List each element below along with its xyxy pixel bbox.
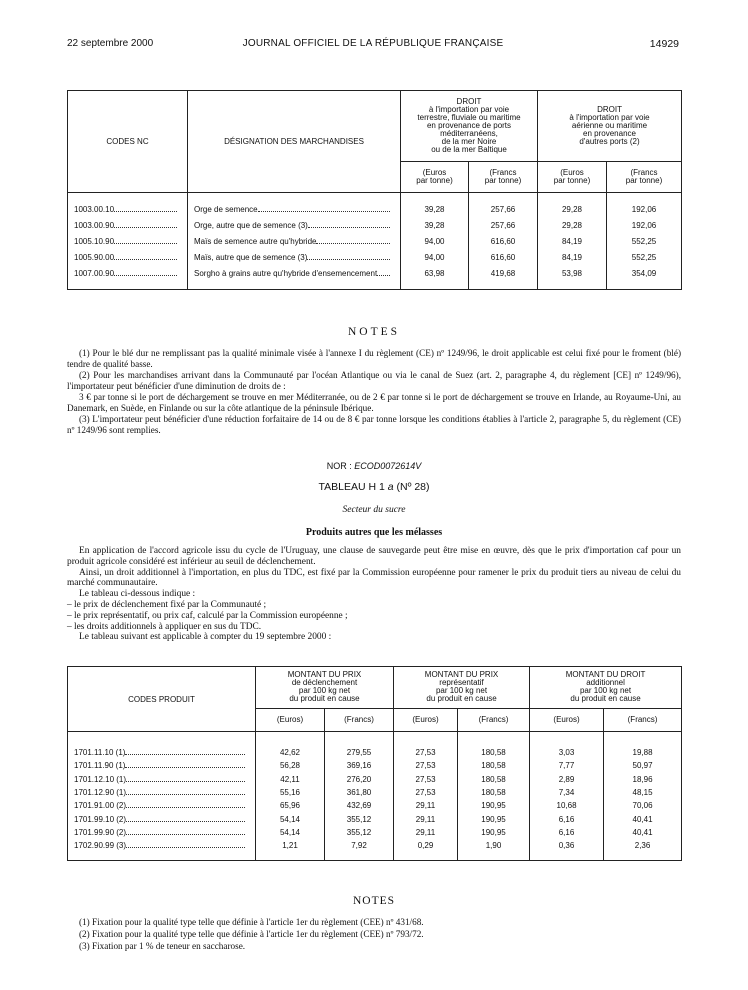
cell-value: 616,60 (469, 249, 538, 265)
body-last: Le tableau suivant est applicable à compter du 19 septembre 2000 : (79, 632, 332, 643)
cell-value: 361,80 (325, 786, 394, 799)
cell-value: 192,06 (607, 201, 682, 217)
cell-value: 180,58 (458, 759, 530, 772)
header-additional-duty: MONTANT DU DROIT additionnel par 100 kg net du produit en cause (530, 667, 682, 709)
cell-value: 354,09 (607, 265, 682, 281)
cell-code: 1701.99.90 (2) (68, 826, 256, 839)
cell-value: 3,03 (530, 746, 604, 759)
cell-value: 53,98 (538, 265, 607, 281)
header-group-mediterranean: DROIT à l'importation par voie terrestre, fluviale ou maritime en provenance de ports méditerranéens, de la mer Noire ou de la mer Baltique (401, 91, 538, 162)
cell-value: 27,53 (394, 773, 458, 786)
cell-value: 54,14 (256, 826, 325, 839)
cell-value: 2,36 (604, 839, 682, 852)
cell-code: 1702.90.99 (3) (68, 839, 256, 852)
cell-value: 180,58 (458, 773, 530, 786)
cell-designation: Orge, autre que de semence (3) (188, 217, 401, 233)
sugar-duties-table (67, 666, 682, 861)
cell-value: 6,16 (530, 826, 604, 839)
header-trigger-price: MONTANT DU PRIX de déclenchement par 100 kg net du produit en cause (256, 667, 394, 709)
unit-euros-2: (Euros par tonne) (538, 162, 607, 193)
cell-code: 1003.00.90 (68, 217, 188, 233)
cell-value: 29,28 (538, 201, 607, 217)
cell-value: 257,66 (469, 217, 538, 233)
cell-value: 42,62 (256, 746, 325, 759)
cell-value: 1,90 (458, 839, 530, 852)
cell-value: 6,16 (530, 812, 604, 825)
note-1: (1) Pour le blé dur ne remplissant pas la qualité minimale visée à l'annexe I du règlement (CE) nº 1249/96, le droit applicable est celui fixé pour le froment (blé) tendre de qualité basse. (67, 348, 681, 369)
cell-value: 19,88 (604, 746, 682, 759)
cell-value: 40,41 (604, 826, 682, 839)
body-para-1: En application de l'accord agricole issu du cycle de l'Uruguay, une clause de sauvegarde peut être mise en œuvre, dès que le prix d'importation caf pour un produit agricole considéré est inférieur au seuil de déclenchement. (67, 546, 681, 567)
table-row (68, 799, 682, 812)
table-row (68, 812, 682, 825)
cell-code: 1701.12.90 (1) (68, 786, 256, 799)
cell-value: 419,68 (469, 265, 538, 281)
body-item-3: – les droits additionnels à appliquer en sus du TDC. (67, 621, 262, 632)
header-codes-produit: CODES PRODUIT (68, 667, 256, 732)
table-row (68, 746, 682, 759)
cell-value: 65,96 (256, 799, 325, 812)
unit-euros-c: (Euros) (530, 708, 604, 731)
cell-value: 2,89 (530, 773, 604, 786)
cell-value: 39,28 (401, 201, 469, 217)
cell-code: 1701.91.00 (2) (68, 799, 256, 812)
table-row (68, 265, 682, 281)
note2-3: (3) Fixation par 1 % de teneur en saccharose. (79, 941, 246, 952)
unit-francs-c: (Francs) (604, 708, 682, 731)
cell-value: 29,11 (394, 799, 458, 812)
body-item-1: – le prix de déclenchement fixé par la Communauté ; (67, 599, 267, 610)
table-row (68, 233, 682, 249)
unit-francs-a: (Francs) (325, 708, 394, 731)
table-row (68, 201, 682, 217)
cell-value: 27,53 (394, 786, 458, 799)
cell-value: 50,97 (604, 759, 682, 772)
cell-designation: Maïs de semence autre qu'hybride (188, 233, 401, 249)
table-row (68, 217, 682, 233)
cell-value: 552,25 (607, 249, 682, 265)
cell-value: 7,34 (530, 786, 604, 799)
cell-value: 29,11 (394, 812, 458, 825)
cell-value: 48,15 (604, 786, 682, 799)
body-text (67, 546, 681, 643)
cell-value: 29,28 (538, 217, 607, 233)
cell-value: 279,55 (325, 746, 394, 759)
table-row (68, 839, 682, 852)
unit-euros-1: (Euros par tonne) (401, 162, 469, 193)
unit-euros-b: (Euros) (394, 708, 458, 731)
cell-code: 1701.99.10 (2) (68, 812, 256, 825)
cell-code: 1701.12.10 (1) (68, 773, 256, 786)
cell-value: 94,00 (401, 233, 469, 249)
cell-value: 190,95 (458, 799, 530, 812)
notes-block-2 (67, 916, 681, 953)
cell-value: 552,25 (607, 233, 682, 249)
table-row (68, 759, 682, 772)
cell-value: 94,00 (401, 249, 469, 265)
cell-value: 7,77 (530, 759, 604, 772)
cell-code: 1003.00.10 (68, 201, 188, 217)
page-header (67, 38, 679, 52)
cereal-duties-table (67, 90, 682, 290)
unit-francs-b: (Francs) (458, 708, 530, 731)
cell-value: 29,11 (394, 826, 458, 839)
cell-value: 0,36 (530, 839, 604, 852)
cell-value: 39,28 (401, 217, 469, 233)
note2-1: (1) Fixation pour la qualité type telle que définie à l'article 1er du règlement (CEE) nº 431/68. (79, 917, 424, 927)
publication-date: 22 septembre 2000 (67, 38, 154, 49)
unit-euros-a: (Euros) (256, 708, 325, 731)
cell-value: 190,95 (458, 826, 530, 839)
body-para-2: Ainsi, un droit additionnel à l'importation, en plus du TDC, est fixé par la Commission européenne pour ramener le prix du produit tiers au niveau de celui du marché communautaire. (67, 567, 681, 589)
note2-2: (2) Fixation pour la qualité type telle que définie à l'article 1er du règlement (CEE) nº 793/72. (79, 929, 424, 940)
cell-value: 10,68 (530, 799, 604, 812)
cell-value: 0,29 (394, 839, 458, 852)
cell-value: 432,69 (325, 799, 394, 812)
cell-value: 7,92 (325, 839, 394, 852)
cell-value: 56,28 (256, 759, 325, 772)
cell-value: 84,19 (538, 233, 607, 249)
cell-value: 190,95 (458, 812, 530, 825)
cell-value: 27,53 (394, 746, 458, 759)
tableau-title: TABLEAU H 1 a (Nº 28) (318, 481, 430, 493)
note-3: (3) L'importateur peut bénéficier d'une réduction forfaitaire de 14 ou de 8 € par tonne lorsque les conditions établies à l'article 2, paragraphe 5, du règlement (CE) nº 1249/96 sont remplies. (67, 414, 681, 435)
unit-francs-1: (Francs par tonne) (469, 162, 538, 193)
cell-value: 192,06 (607, 217, 682, 233)
page-number: 14929 (649, 38, 679, 50)
header-codes-nc: CODES NC (68, 91, 188, 193)
header-representative-price: MONTANT DU PRIX représentatif par 100 kg net du produit en cause (394, 667, 530, 709)
unit-francs-2: (Francs par tonne) (607, 162, 682, 193)
cell-value: 276,20 (325, 773, 394, 786)
cell-value: 18,96 (604, 773, 682, 786)
cell-value: 70,06 (604, 799, 682, 812)
table-row (68, 826, 682, 839)
nor-code: ECOD0072614V (354, 461, 422, 471)
cell-value: 63,98 (401, 265, 469, 281)
cell-value: 180,58 (458, 746, 530, 759)
cell-code: 1005.90.00 (68, 249, 188, 265)
cell-value: 55,16 (256, 786, 325, 799)
cell-value: 257,66 (469, 201, 538, 217)
header-group-other-ports: DROIT à l'importation par voie aérienne ou maritime en provenance d'autres ports (2) (538, 91, 682, 162)
body-para-3: Le tableau ci-dessous indique : (79, 589, 196, 600)
sector-title: Secteur du sucre (342, 505, 406, 515)
journal-title: JOURNAL OFFICIEL DE LA RÉPUBLIQUE FRANÇAISE (242, 38, 504, 49)
cell-value: 180,58 (458, 786, 530, 799)
cell-value: 355,12 (325, 826, 394, 839)
cell-designation: Maïs, autre que de semence (3) (188, 249, 401, 265)
nor-line: NOR : ECOD0072614V (326, 461, 422, 471)
cell-code: 1701.11.10 (1) (68, 746, 256, 759)
notes-heading-1: NOTES (347, 326, 401, 338)
note-2: (2) Pour les marchandises arrivant dans la Communauté par l'océan Atlantique ou via le canal de Suez (art. 2, paragraphe 4, du règlement [CE] nº 1249/96), l'importateur peut bénéficier d'une diminution de droits de : (67, 370, 681, 391)
cell-value: 616,60 (469, 233, 538, 249)
cell-value: 54,14 (256, 812, 325, 825)
cell-value: 84,19 (538, 249, 607, 265)
cell-code: 1007.00.90 (68, 265, 188, 281)
body-item-2: – le prix représentatif, ou prix caf, calculé par la Commission européenne ; (67, 610, 348, 621)
products-title: Produits autres que les mélasses (305, 527, 443, 538)
table-row (68, 786, 682, 799)
cell-value: 40,41 (604, 812, 682, 825)
cell-designation: Sorgho à grains autre qu'hybride d'ensemencement (188, 265, 401, 281)
header-designation: DÉSIGNATION DES MARCHANDISES (188, 91, 401, 193)
cell-value: 1,21 (256, 839, 325, 852)
cell-designation: Orge de semence (188, 201, 401, 217)
cell-code: 1701.11.90 (1) (68, 759, 256, 772)
cell-value: 42,11 (256, 773, 325, 786)
cell-value: 27,53 (394, 759, 458, 772)
notes-heading-2: NOTES (352, 895, 396, 907)
cell-code: 1005.10.90 (68, 233, 188, 249)
table-row (68, 773, 682, 786)
notes-block-1 (67, 348, 681, 436)
table-row (68, 249, 682, 265)
note-2-detail: 3 € par tonne si le port de déchargement se trouve en mer Méditerranée, ou de 2 € par tonne si le port de déchargement se trouve en Irlande, au Royaume-Uni, au Danemark, en Suède, en Finlande ou sur la côte atlantique de la péninsule Ibérique. (67, 392, 681, 413)
cell-value: 369,16 (325, 759, 394, 772)
cell-value: 355,12 (325, 812, 394, 825)
